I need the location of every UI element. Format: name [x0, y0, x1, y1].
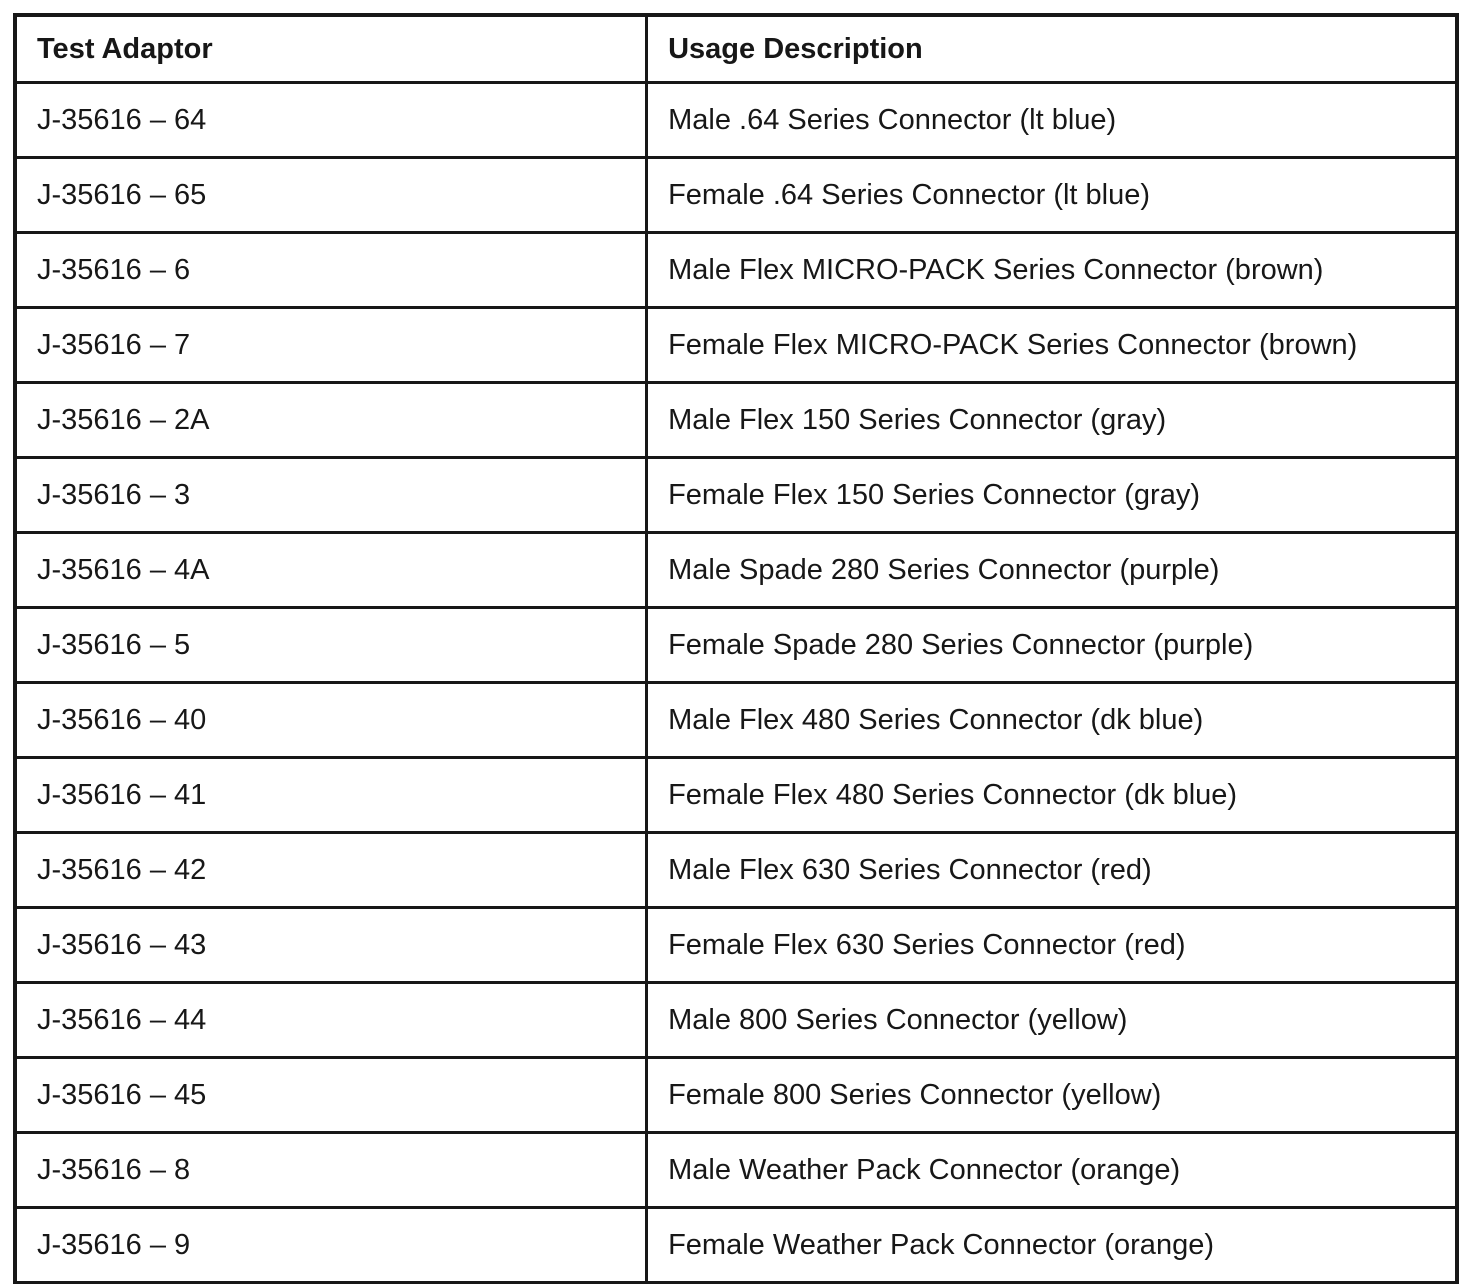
table-row: [15, 908, 1457, 983]
description-cell: Male Flex 150 Series Connector (gray): [647, 383, 1457, 458]
description-cell: Female Weather Pack Connector (orange): [647, 1208, 1457, 1283]
table-row: [15, 1208, 1457, 1283]
table-row: [15, 308, 1457, 383]
adaptor-cell: J-35616 – 6: [15, 233, 647, 308]
description-cell: Female 800 Series Connector (yellow): [647, 1058, 1457, 1133]
description-cell: Male Spade 280 Series Connector (purple): [647, 533, 1457, 608]
description-cell: Male Flex 630 Series Connector (red): [647, 833, 1457, 908]
adaptor-cell: J-35616 – 65: [15, 158, 647, 233]
adaptor-cell: J-35616 – 41: [15, 758, 647, 833]
table-row: [15, 83, 1457, 158]
adaptor-cell: J-35616 – 64: [15, 83, 647, 158]
adaptor-cell: J-35616 – 42: [15, 833, 647, 908]
table-row: [15, 383, 1457, 458]
adaptor-cell: J-35616 – 3: [15, 458, 647, 533]
header-row: [15, 15, 1457, 83]
adaptor-cell: J-35616 – 5: [15, 608, 647, 683]
table-row: [15, 458, 1457, 533]
column-header-test-adaptor: Test Adaptor: [15, 15, 647, 83]
table-row: [15, 983, 1457, 1058]
table-row: [15, 233, 1457, 308]
table-body: [15, 83, 1457, 1283]
adaptor-cell: J-35616 – 44: [15, 983, 647, 1058]
description-cell: Female .64 Series Connector (lt blue): [647, 158, 1457, 233]
table-row: [15, 683, 1457, 758]
column-header-usage-description: Usage Description: [647, 15, 1457, 83]
adaptor-cell: J-35616 – 40: [15, 683, 647, 758]
description-cell: Female Spade 280 Series Connector (purple): [647, 608, 1457, 683]
adaptor-cell: J-35616 – 9: [15, 1208, 647, 1283]
description-cell: Female Flex 480 Series Connector (dk blue): [647, 758, 1457, 833]
description-cell: Male Flex MICRO-PACK Series Connector (brown): [647, 233, 1457, 308]
table-row: [15, 608, 1457, 683]
adaptor-cell: J-35616 – 2A: [15, 383, 647, 458]
adaptor-cell: J-35616 – 45: [15, 1058, 647, 1133]
description-cell: Female Flex 150 Series Connector (gray): [647, 458, 1457, 533]
table-row: [15, 833, 1457, 908]
table-row: [15, 1058, 1457, 1133]
table-row: [15, 758, 1457, 833]
description-cell: Male Flex 480 Series Connector (dk blue): [647, 683, 1457, 758]
table-row: [15, 1133, 1457, 1208]
description-cell: Male 800 Series Connector (yellow): [647, 983, 1457, 1058]
test-adaptor-table: [13, 13, 1459, 1284]
description-cell: Male Weather Pack Connector (orange): [647, 1133, 1457, 1208]
adaptor-cell: J-35616 – 4A: [15, 533, 647, 608]
adaptor-cell: J-35616 – 8: [15, 1133, 647, 1208]
adaptor-cell: J-35616 – 43: [15, 908, 647, 983]
table-row: [15, 533, 1457, 608]
description-cell: Female Flex MICRO-PACK Series Connector (brown): [647, 308, 1457, 383]
description-cell: Male .64 Series Connector (lt blue): [647, 83, 1457, 158]
table-row: [15, 158, 1457, 233]
adaptor-cell: J-35616 – 7: [15, 308, 647, 383]
description-cell: Female Flex 630 Series Connector (red): [647, 908, 1457, 983]
